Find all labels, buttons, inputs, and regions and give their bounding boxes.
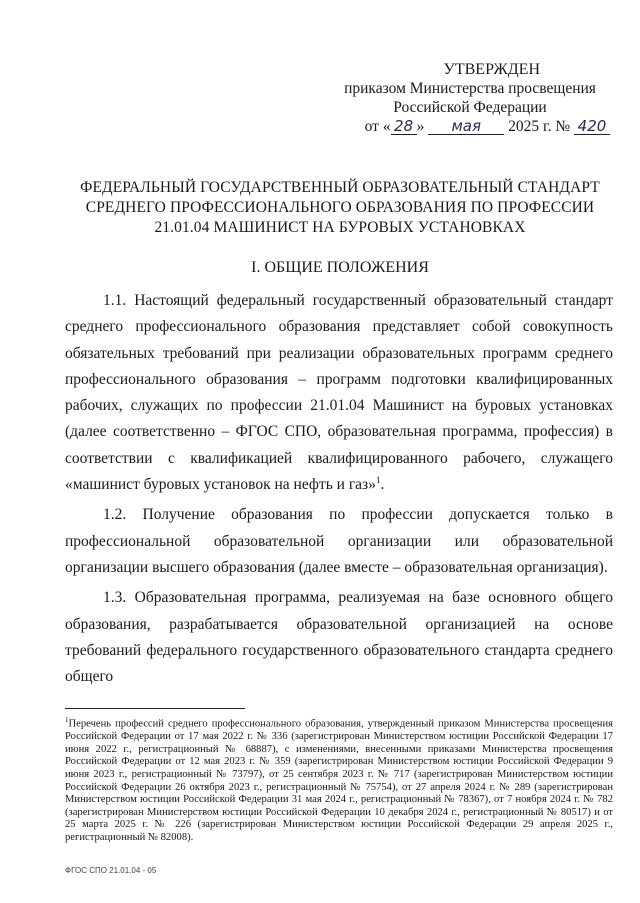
footnote-reference: 1 (375, 474, 381, 485)
approval-block (330, 60, 610, 136)
document-title (70, 178, 610, 238)
footnote-text: Перечень профессий среднего профессионального образования, утвержденный приказом Министерства просвещения Российской Федерации от 17 мая 2022 г. № 336 (зарегистрирован Министерством юстиции Российской Федерации 17 июня 2022 г., регистрационный № 68887), с изменениями, внесенными приказами Министерства просвещения Российской Федерации от 12 мая 2023 г. № 359 (зарегистрирован Министерством юстиции Российской Федерации 9 июня 2023 г., регистрационный № 73797), от 25 сентября 2023 г. № 717 (зарегистрирован Министерством юстиции Российской Федерации 26 октября 2023 г., регистрационный № 75754), от 27 апреля 2024 г. № 289 (зарегистрирован Министерством юстиции Российской Федерации 31 мая 2024 г., регистрационный № 78367), от 7 ноября 2024 г. № 782 (зарегистрирован Министерством юстиции Российской Федерации 10 декабря 2024 г., регистрационный № 80517) и от 25 марта 2025 г. № 226 (зарегистрирован Министерством юстиции Российской Федерации 29 апреля 2025 г., регистрационный № 82008). (65, 718, 613, 843)
title-line-2: СРЕДНЕГО ПРОФЕССИОНАЛЬНОГО ОБРАЗОВАНИЯ ПО ПРОФЕССИИ (85, 199, 595, 216)
handwritten-month: мая (428, 119, 504, 135)
handwritten-order-number: 420 (574, 119, 610, 135)
page-footer: ФГОС СПО 21.01.04 - 05 (65, 866, 157, 875)
approval-word: УТВЕРЖДЕН (443, 61, 540, 78)
date-prefix: от « (364, 118, 391, 135)
approval-date-line (330, 117, 610, 136)
footnote (65, 714, 613, 844)
footnote-separator (65, 708, 245, 709)
title-line-3: 21.01.04 МАШИНИСТ НА БУРОВЫХ УСТАНОВКАХ (154, 219, 526, 236)
title-line-1: ФЕДЕРАЛЬНЫЙ ГОСУДАРСТВЕННЫЙ ОБРАЗОВАТЕЛЬНЫЙ СТАНДАРТ (80, 179, 600, 196)
section-heading: I. ОБЩИЕ ПОЛОЖЕНИЯ (251, 259, 429, 276)
footnote-mark: 1 (65, 716, 69, 724)
approval-country-line: Российской Федерации (393, 99, 547, 116)
document-body (65, 288, 613, 690)
handwritten-day: 28 (391, 119, 417, 135)
date-mid: » (416, 118, 425, 135)
date-year: 2025 г. № (508, 118, 571, 135)
paragraph-1-1 (65, 288, 613, 498)
paragraph-1-1-text: 1.1. Настоящий федеральный государственный образовательный стандарт среднего профессионального образования представляет собой совокупность обязательных требований при реализации образовательных программ среднего профессионального образования – программ подготовки квалифицированных рабочих, служащих по профессии 21.01.04 Машинист на буровых установках (далее соответственно – ФГОС СПО, образовательная программа, профессия) в соответствии с квалификацией квалифицированного рабочего, служащего «машинист буровых установок на нефть и газ» (65, 292, 613, 494)
paragraph-1-3: 1.3. Образовательная программа, реализуемая на базе основного общего образования, разрабатывается образовательной организацией на основе требований федерального государственного образовательного стандарта среднего общего (65, 589, 613, 686)
approval-order-line: приказом Министерства просвещения (344, 80, 596, 97)
paragraph-1-2: 1.2. Получение образования по профессии допускается только в профессиональной образовательной организации или образовательной организации высшего образования (далее вместе – образовательная организация). (65, 506, 613, 576)
paragraph-1-1-end: . (380, 476, 385, 494)
